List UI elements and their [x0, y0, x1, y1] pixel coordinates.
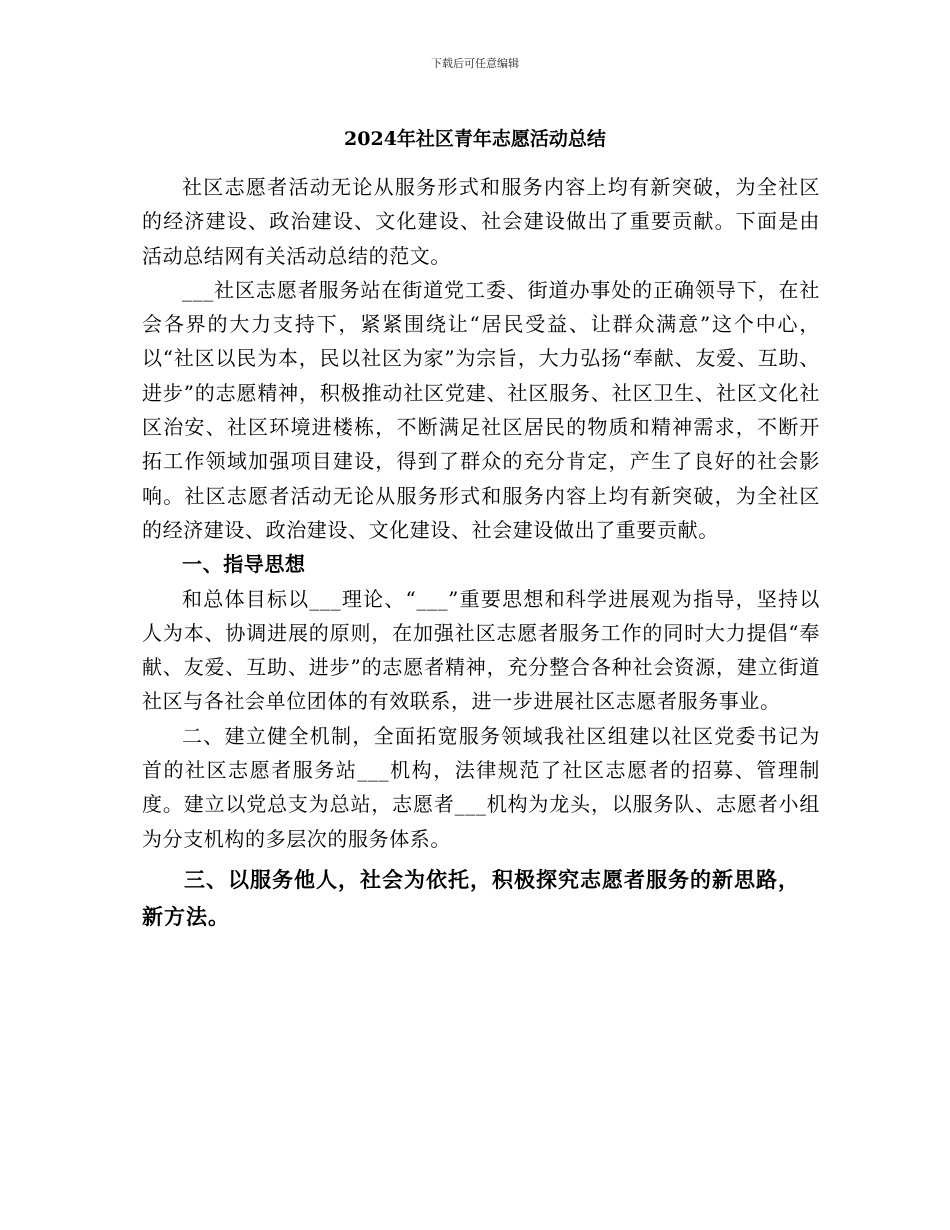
section-heading-guiding-thought: 一、指导思想: [182, 552, 306, 577]
section-body-guiding-thought: 和总体目标以___理论、“___”重要思想和科学进展观为指导，坚持以人为本、协调进展的原则，在加强社区志愿者服务工作的同时大力提倡“奉献、友爱、互助、进步”的志愿者精神，充分整合各种社会资源，建立街道社区与各社会单位团体的有效联系，进一步进展社区志愿者服务事业。: [142, 586, 820, 714]
section-heading-new-ideas: 三、以服务他人，社会为依托，积极探究志愿者服务的新思路，新方法。: [142, 866, 800, 929]
header-note: 下载后可任意编辑: [431, 57, 519, 70]
intro-paragraph: 社区志愿者活动无论从服务形式和服务内容上均有新突破，为全社区的经济建设、政治建设、文化建设、社会建设做出了重要贡献。下面是由活动总结网有关活动总结的范文。: [142, 175, 820, 268]
overview-paragraph: ___社区志愿者服务站在街道党工委、街道办事处的正确领导下，在社会各界的大力支持下，紧紧围绕让“居民受益、让群众满意”这个中心，以“社区以民为本，民以社区为家”为宗旨，大力弘扬“奉献、友爱、互助、进步”的志愿精神，积极推动社区党建、社区服务、社区卫生、社区文化社区治安、社区环境进楼栋，不断满足社区居民的物质和精神需求，不断开拓工作领域加强项目建设，得到了群众的充分肯定，产生了良好的社会影响。社区志愿者活动无论从服务形式和服务内容上均有新突破，为全社区的经济建设、政治建设、文化建设、社会建设做出了重要贡献。: [142, 277, 820, 542]
document-body: [142, 170, 820, 935]
document-title: 2024年社区青年志愿活动总结: [344, 128, 606, 150]
section-body-mechanism: 二、建立健全机制，全面拓宽服务领域我社区组建以社区党委书记为首的社区志愿者服务站___机构，法律规范了社区志愿者的招募、管理制度。建立以党总支为总站，志愿者___机构为龙头，以服务队、志愿者小组为分支机构的多层次的服务体系。: [142, 723, 820, 851]
